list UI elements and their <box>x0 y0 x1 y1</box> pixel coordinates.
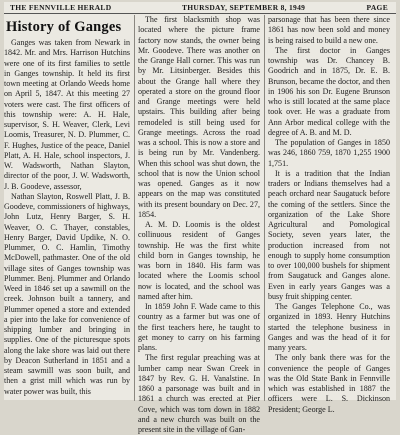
article-paragraph: It is a tradition that the Indian traders or Indians themselves had a peach orchard near Saugatuck before the coming of the settlers. Since the organization of the Lake Shore Agricultural and Pomological Society, seven years later, the production increased from not enough to supply home consumption to over 100,000 bushels for shipment from Saugatuck and Ganges alone. Even in early years Ganges was a busy fruit shipping center. <box>268 168 390 301</box>
article-paragraph: The Ganges Telephone Co., was organized in 1893. Henry Hutchins started the telephone business in Ganges and was the head of it for many years. <box>268 302 390 352</box>
column-rule <box>264 15 265 401</box>
article-paragraph: The first doctor in Ganges township was Dr. Chancey B. Goodrich and in 1875, Dr. E. B. Brunson, became the doctor, and then in 1906 his son Dr. Eugene Brunson who is still located at the same place took over. He was a graduate from Ann Arbor medical college with the degree of A. B. and M. D. <box>268 45 390 137</box>
article-column-2 <box>138 15 260 434</box>
article-title: History of Ganges <box>6 19 122 35</box>
article-paragraph: parsonage that has been there since 1861 has now been sold and money is being raised to build a new one. <box>268 15 390 45</box>
article-paragraph: The population of Ganges in 1850 was 246, 1860 759, 1870 1,255 1900 1,751. <box>268 138 390 168</box>
article-column-3 <box>268 15 390 414</box>
article-column-1 <box>4 15 130 401</box>
article-paragraph: The first regular preaching was at lumber camp near Swan Creek in 1847 by Rev. G. H. Vanalstine. In 1860 a parsonage was built and in 1861 a church was erected at Pier Cove, which was torn down in 1882 and a new church was built on the present site in the village of Gan- <box>138 353 260 434</box>
article-paragraph: Ganges was taken from Newark in 1842. Mr. and Mrs. Harrison Hutchins were one of its first families to settle in Ganges township. It held its first town meeting at Orlando Weeds home on April 5, 1847. At this meeting 27 voters were cast. The first officers of this township were: A. H. Hale, supervisor, S. H. Weaver, Clerk, Levi Loomis, Treasurer, N. D. Plummer, C. F. Hughes, Justice of the peace, Daniel Platt, A. H. Hale, school inspectors, J. W. Wadsworth, Nathan Slayton, director of the poor, J. W. Wadsworth, J. B. Goodeve, assessor, <box>4 38 130 191</box>
newspaper-page <box>4 2 396 434</box>
article-paragraph: A. M. D. Loomis is the oldest collinuous resident of Ganges township. He was the first white child born in Ganges township, he was born in 1840. His farm was located where the Loomis school now is located, and the school was named after him. <box>138 220 260 301</box>
article-paragraph: Nathan Slayton, Roswell Platt, J. B. Goodeve, commissioners of highways, John Lutz, Henry Barger, S. H. Weaver, O. C. Thayer, constables, Henry Barger, David Updike, N. O. Plummer, O. C. Hamlin, Timothy McDowell, pathmaster. One of the old village sites of Ganges township was Plummer. Benj. Plummer and Orlando Weed in 1846 set up a sawmill on the creek. Johnson built a tannery, and Plummer opened a store and extended a pier into the lake for convenience of shipping lumber and bringing in supplies. One of the picturesque spots along the lake shore was laid out there by Deacon Sutherland in 1851 and a steam sawmill was soon built, and then a grist mill which was run by water power was built, this <box>4 191 130 396</box>
page-label: PAGE <box>366 3 388 12</box>
masthead <box>4 2 396 14</box>
column-rule <box>134 15 135 401</box>
article-paragraph: The first blacksmith shop was located where the picture frame factory now stands, the owner being Mr. Goodeve. There was another on the Grange Hall corner. This was run by Mr. Litsinberger. Besides this about the Grange hall where they operated a store on the ground floor and Grange meetings were held upstairs. This building after being remodeled is still being used for Grange meetings. Across the road was a school. This is now a store and is being run by Mr. Vandenberg. When this school was shut down, the school that is now the Union school was opened. Ganges as it now appears on the map was constituted with its present boundary on Dec. 27, 1854. <box>138 15 260 219</box>
issue-date: THURSDAY, SEPTEMBER 8, 1949 <box>182 3 306 12</box>
article-paragraph: The only bank there was for the convenience the people of Ganges was the Old State Bank in Fennville which was established in 1887 the officers were L. S. Dickinson President; George L. <box>268 353 390 414</box>
article-paragraph: In 1859 John F. Wade came to this country as a farmer but was one of the first teachers here, he taught to get money to carry on his farming plans. <box>138 302 260 352</box>
paper-name: THE FENNVILLE HERALD <box>10 3 112 12</box>
